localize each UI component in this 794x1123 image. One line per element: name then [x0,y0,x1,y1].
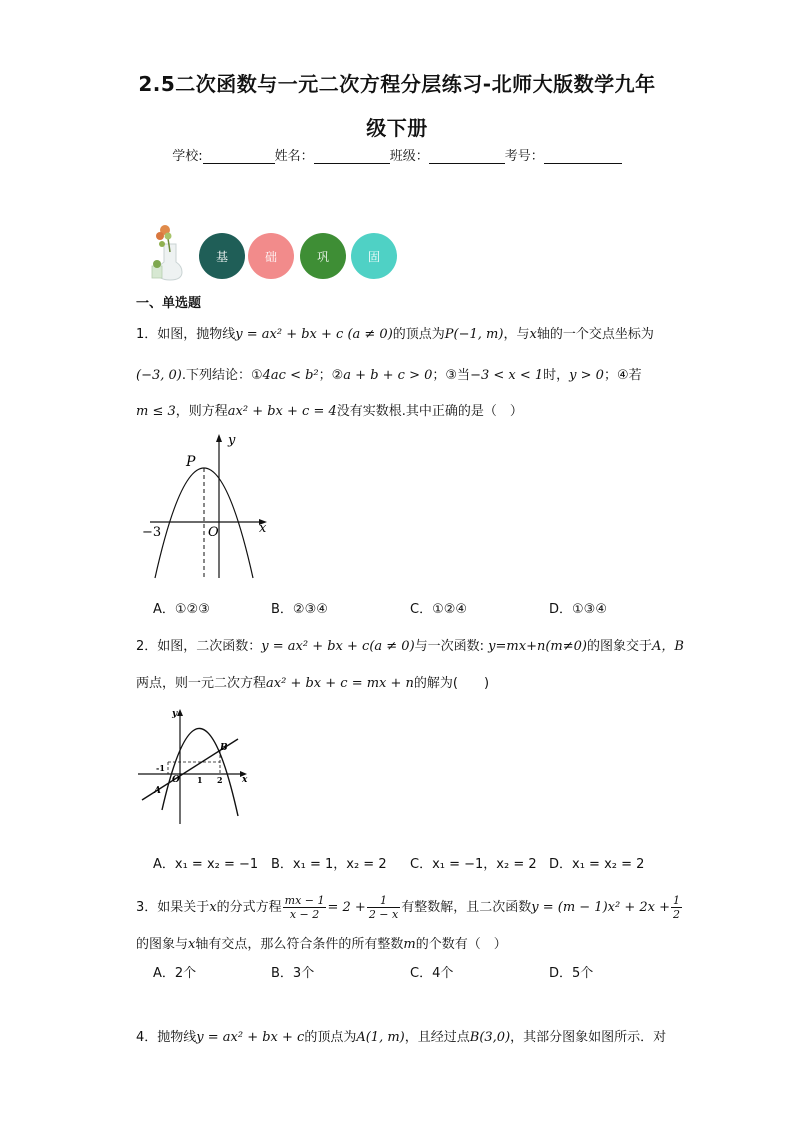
school-label: 学校: [172,149,203,164]
section-title: 一、单选题 [136,296,202,311]
q1-parabola-graph [138,428,288,588]
name-label: 姓名： [274,149,314,164]
q2-option-b[interactable]: B．x₁ = 1，x₂ = 2 [271,857,387,872]
q3-x2: x [188,937,196,952]
q1-label-p: P [186,454,196,470]
q1-cond1: 4ac < b² [262,368,319,383]
q1-cond2: a + b + c > 0 [343,368,433,383]
q2-line1 [136,635,684,654]
q1-label-x: x [259,521,267,536]
q1-text: 轴的一个交点坐标为 [536,327,654,342]
badge-gong-label: 巩 [316,249,329,264]
page-title-line2: 级下册 [366,116,428,140]
q3-text: 的分式方程 [216,900,282,915]
q3-text: 的图象与 [136,937,189,952]
q2-option-a[interactable]: A．x₁ = x₂ = −1 [153,857,259,872]
badge-chu [248,233,294,279]
q3-text: 的个数有（ ） [415,937,507,952]
q2-line2 [136,672,489,691]
q3-option-d[interactable]: D．5个 [549,966,594,981]
class-blank[interactable] [429,149,505,164]
q2-option-d[interactable]: D．x₁ = x₂ = 2 [549,857,645,872]
page-title-line1: 2.5二次函数与一元二次方程分层练习-北师大版数学九年 [138,72,656,96]
q2-text: 2．如图，二次函数： [136,639,262,654]
q3-text: 3．如果关于 [136,900,210,915]
q3-line1 [136,894,683,921]
q1-line3 [136,400,523,419]
badge-gong [300,233,346,279]
q1-text: ，与 [503,327,530,342]
q3-fraction3 [671,894,682,921]
exam-no-label: 考号： [504,149,544,164]
q4-point-a: A(1, m) [356,1030,405,1045]
q2-text: 的解为( ) [413,676,490,691]
q1-vertex: P(−1, m) [444,327,504,342]
q1-option-c[interactable]: C．①②④ [410,602,468,617]
q1-cond3: −3 < x < 1 [470,368,544,383]
q2-text: 与一次函数: [414,639,489,654]
badge-ji [199,233,245,279]
plant-vase-icon [146,222,190,282]
q2-y-arrow [177,709,183,716]
q4-line1 [136,1026,666,1045]
q4-point-b: B(3,0) [469,1030,511,1045]
q1-equation2: ax² + bx + c = 4 [227,404,337,419]
q1-text: 的顶点为 [392,327,445,342]
q2-linear: y=mx+n(m≠0) [488,639,587,654]
q2-label-x: x [242,775,248,785]
q2-label-a: A [154,786,161,796]
name-blank[interactable] [314,149,390,164]
q1-y-arrow [216,434,222,442]
q1-option-a[interactable]: A．①②③ [153,602,210,617]
q1-text: 没有实数根.其中正确的是（ ） [336,404,523,419]
q4-text: 4．抛物线 [136,1030,197,1045]
q3-text: 轴有交点，那么符合条件的所有整数 [195,937,404,952]
q3-fraction2 [367,894,400,921]
q1-text: ；③当 [432,368,471,383]
q3-eq-part: = 2 + [327,900,366,915]
q1-x: x [529,327,537,342]
q3-line2 [136,933,507,952]
q3-frac2-den: 2 − x [368,908,399,921]
q1-text: ，则方程 [175,404,228,419]
q1-cond4: y > 0 [569,368,604,383]
q1-point: (−3, 0) [136,368,182,383]
q4-text: ，且经过点 [404,1030,470,1045]
q1-equation: y = ax² + bx + c (a ≠ 0) [235,327,393,342]
q2-text: 的图象交于 [586,639,652,654]
q4-equation: y = ax² + bx + c [196,1030,305,1045]
q1-line2 [136,364,642,383]
q3-option-c[interactable]: C．4个 [410,966,454,981]
q4-text: 的顶点为 [304,1030,357,1045]
badge-gu-label: 固 [367,249,380,264]
class-label: 班级： [389,149,429,164]
q1-label-y: y [228,433,236,448]
q1-option-b[interactable]: B．②③④ [271,602,328,617]
q1-text: ；② [318,368,344,383]
q3-option-a[interactable]: A．2个 [153,966,197,981]
q1-line1 [136,323,654,342]
q1-text: 时， [543,368,570,383]
q3-m: m [403,937,416,952]
q2-label-2: 2 [217,775,223,785]
q3-frac3-den: 2 [672,908,680,921]
q1-option-d[interactable]: D．①③④ [549,602,607,617]
q2-label-b: B [220,743,228,753]
exam-no-blank[interactable] [544,149,622,164]
q2-label-o: O [172,775,180,785]
q2-points: A，B [651,639,684,654]
q2-label-y: y [172,709,178,719]
q4-text: ，其部分图象如图所示．对 [510,1030,667,1045]
q2-label-neg1: -1 [156,763,165,773]
q1-text: ；④若 [603,368,642,383]
q2-label-1: 1 [197,775,203,785]
badge-ji-label: 基 [215,249,228,264]
q1-text: 1．如图，抛物线 [136,327,236,342]
q2-equation: y = ax² + bx + c(a ≠ 0) [261,639,415,654]
q3-x: x [209,900,217,915]
badge-chu-label: 础 [264,249,277,264]
student-info-row [0,145,794,164]
q1-label-o: O [208,525,219,540]
q2-equation2: ax² + bx + c = mx + n [266,676,414,691]
q1-cond5: m ≤ 3 [136,404,176,419]
school-blank[interactable] [203,149,275,164]
q2-text: 两点，则一元二次方程 [136,676,267,691]
q3-quadratic: y = (m − 1)x² + 2x + [531,900,670,915]
q2-option-c[interactable]: C．x₁ = −1，x₂ = 2 [410,857,537,872]
q3-frac1-den: x − 2 [289,908,320,921]
q3-frac2-num: 1 [367,894,400,908]
q3-frac1-num: mx − 1 [284,894,325,907]
q1-text: .下列结论：① [181,368,263,383]
q2-graph [134,706,254,828]
q3-text: 有整数解，且二次函数 [401,900,532,915]
badge-gu [351,233,397,279]
q3-frac3-num: 1 [672,894,680,907]
q3-fraction1 [283,894,327,921]
q3-option-b[interactable]: B．3个 [271,966,315,981]
q2-parabola [162,728,238,816]
q1-label-neg3: −3 [142,525,162,540]
